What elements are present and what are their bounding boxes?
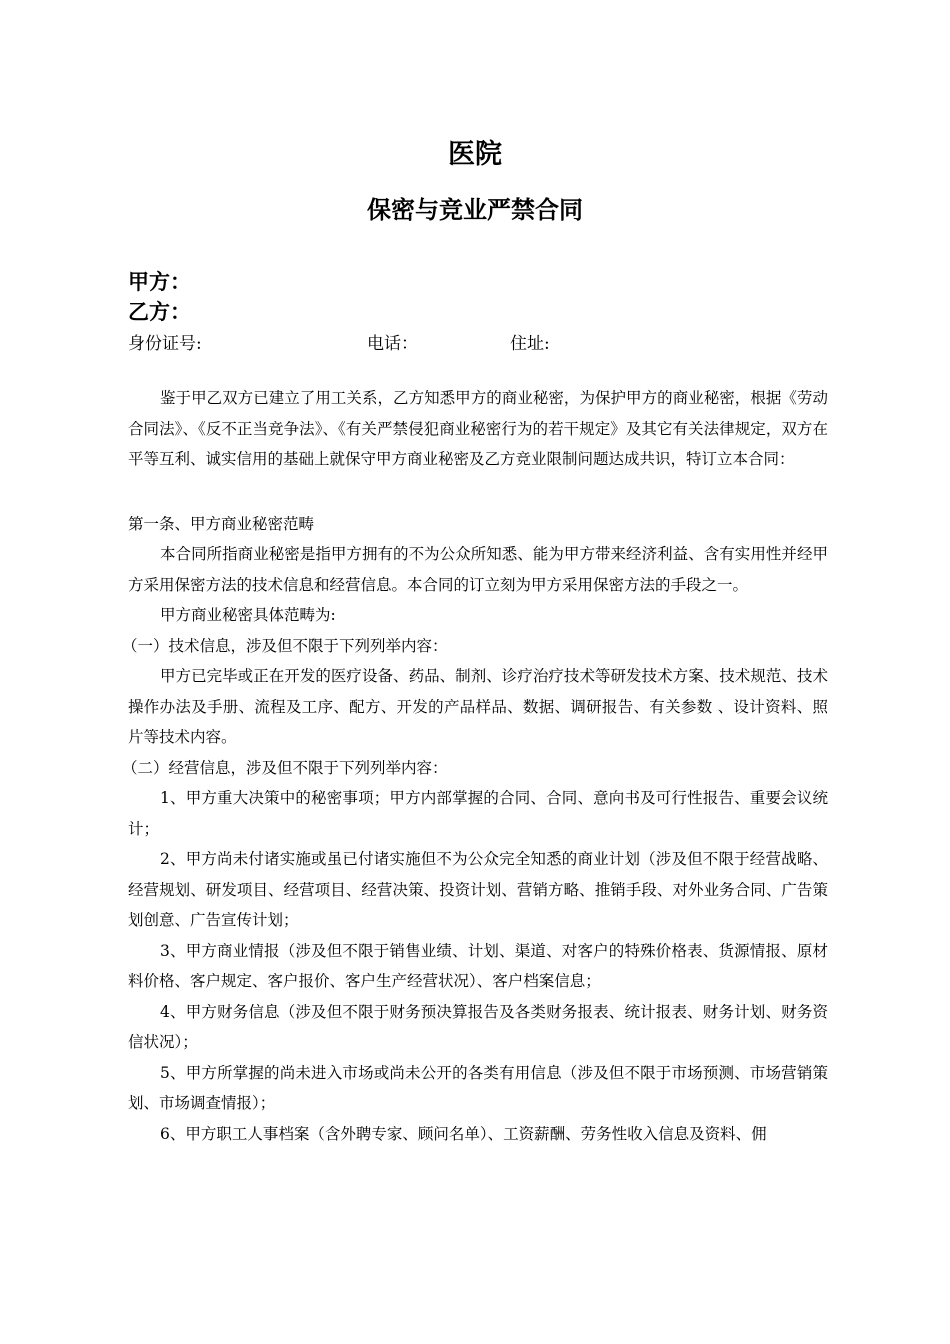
business-info-heading: （二）经营信息，涉及但不限于下列列举内容：: [122, 758, 448, 777]
business-item: 6、甲方职工人事档案（含外聘专家、顾问名单）、工资薪酬、劳务性收入信息及资料、佣: [160, 1124, 767, 1143]
tech-info-heading: （一）技术信息，涉及但不限于下列列举内容：: [122, 636, 448, 655]
business-item: 5、甲方所掌握的尚未进入市场或尚未公开的各类有用信息（涉及但不限于市场预测、市场营销策划、市场调查情报）；: [128, 1063, 828, 1112]
phone-label: 电话：: [367, 334, 418, 354]
business-item: 4、甲方财务信息（涉及但不限于财务预决算报告及各类财务报表、统计报表、财务计划、财务资信状况）；: [128, 1002, 828, 1051]
document-subtitle: 保密与竞业严禁合同: [367, 196, 583, 224]
contract-body: [122, 383, 828, 1149]
clause-1-scope-intro: 甲方商业秘密具体范畴为:: [160, 606, 336, 624]
address-label: 住址:: [510, 334, 550, 354]
party-b-label: 乙方：: [128, 300, 191, 324]
business-item: 3、甲方商业情报（涉及但不限于销售业绩、计划、渠道、对客户的特殊价格表、货源情报、原材料价格、客户规定、客户报价、客户生产经营状况）、客户档案信息；: [128, 941, 828, 990]
document-title: 医院: [448, 139, 502, 170]
business-item: 1、甲方重大决策中的秘密事项；甲方内部掌握的合同、合同、意向书及可行性报告、重要会议统计；: [128, 789, 828, 838]
preamble-paragraph: 鉴于甲乙双方已建立了用工关系，乙方知悉甲方的商业秘密，为保护甲方的商业秘密，根据《劳动合同法》、《反不正当竞争法》、《有关严禁侵犯商业秘密行为的若干规定》及其它有关法律规定，双方在平等互利、诚实信用的基础上就保守甲方商业秘密及乙方竞业限制问题达成共识，特订立本合同：: [128, 389, 828, 468]
clause-1-heading: 第一条、甲方商业秘密范畴: [128, 514, 315, 533]
tech-info-paragraph: 甲方已完毕或正在开发的医疗设备、药品、制剂、诊疗治疗技术等研发技术方案、技术规范、技术操作办法及手册、流程及工序、配方、开发的产品样品、数据、调研报告、有关参数 、设计资料、照片等技术内容。: [128, 667, 828, 746]
clause-1-paragraph: 本合同所指商业秘密是指甲方拥有的不为公众所知悉、能为甲方带来经济利益、含有实用性并经甲方采用保密方法的技术信息和经营信息。本合同的订立刻为甲方采用保密方法的手段之一。: [128, 545, 828, 594]
party-a-label: 甲方：: [128, 270, 191, 294]
business-item: 2、甲方尚未付诸实施或虽已付诸实施但不为公众完全知悉的商业计划（涉及但不限于经营战略、经营规划、研发项目、经营项目、经营决策、投资计划、营销方略、推销手段、对外业务合同、广告策划创意、广告宣传计划；: [128, 850, 828, 929]
id-number-label: 身份证号:: [128, 334, 202, 354]
